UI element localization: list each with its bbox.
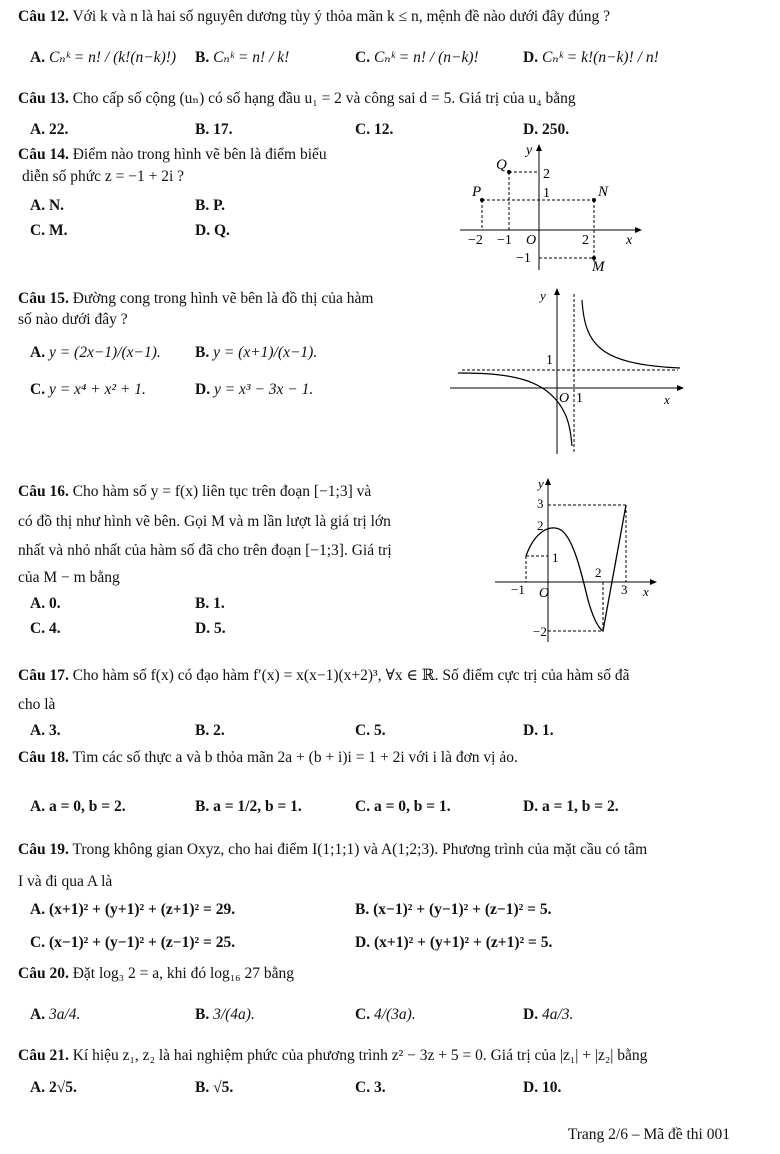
q15-formula-d: y = x³ − 3x − 1. [213, 381, 314, 398]
q14-tick-x2: 2 [582, 233, 589, 248]
q18-stem: Câu 18. Tìm các số thực a và b thỏa mãn 2a + (b + i)i = 1 + 2i với i là đơn vị ảo. [18, 749, 518, 766]
q14-x-label: x [626, 233, 633, 248]
q18-option-a[interactable]: A. a = 0, b = 2. [30, 798, 126, 815]
q15-option-c[interactable]: C. y = x⁴ + x² + 1. [30, 381, 146, 398]
q15-stem: Câu 15. Đường cong trong hình vẽ bên là đồ thị của hàm [18, 290, 374, 307]
q19-option-d[interactable]: D. (x+1)² + (y+1)² + (z+1)² = 5. [355, 934, 553, 951]
q19-option-a[interactable]: A. (x+1)² + (y+1)² + (z+1)² = 29. [30, 901, 236, 918]
q14-tick-xm1: −1 [497, 233, 512, 248]
q20-stem: Câu 20. Đặt log₃ 2 = a, khi đó log₁₆ 27 bằng [18, 965, 294, 982]
q12-option-d[interactable]: D. Cₙᵏ = k!(n−k)! / n! [523, 49, 659, 66]
q20-option-a[interactable]: A. 3a/4. [30, 1006, 81, 1023]
q14-point-q: Q [496, 157, 507, 173]
q16-tick-y3: 3 [537, 496, 544, 511]
q20-option-d[interactable]: D. 4a/3. [523, 1006, 574, 1023]
q14-stem: Câu 14. Điểm nào trong hình vẽ bên là điểm biểu [18, 146, 327, 163]
q20-option-b[interactable]: B. 3/(4a). [195, 1006, 255, 1023]
q19-stem-line2: I và đi qua A là [18, 873, 113, 890]
q20-formula-d: 4a/3. [541, 1006, 574, 1023]
q14-point-p: P [472, 184, 482, 200]
q15-formula-c: y = x⁴ + x² + 1. [48, 381, 146, 398]
q13-option-b[interactable]: B. 17. [195, 121, 233, 138]
q19-option-b[interactable]: B. (x−1)² + (y−1)² + (z−1)² = 5. [355, 901, 552, 918]
q15-label: Câu 15. [18, 290, 69, 307]
q15-option-a[interactable]: A. y = (2x−1)/(x−1). [30, 344, 161, 361]
q16-tick-y1: 1 [552, 550, 559, 565]
q16-option-c[interactable]: C. 4. [30, 620, 61, 637]
q17-label: Câu 17. [18, 667, 69, 684]
q15-origin-label: O [559, 391, 570, 406]
q12-formula-b: Cₙᵏ = n! / k! [213, 49, 290, 66]
q15-formula-a: y = (2x−1)/(x−1). [48, 344, 161, 361]
q12-option-b[interactable]: B. Cₙᵏ = n! / k! [195, 49, 290, 66]
q15-graph [450, 286, 690, 456]
q13-option-c[interactable]: C. 12. [355, 121, 394, 138]
q16-tick-x2: 2 [595, 565, 602, 580]
q20-formula-a: 3a/4. [48, 1006, 81, 1023]
page-footer: Trang 2/6 – Mã đề thi 001 [567, 1126, 730, 1143]
q20-option-c[interactable]: C. 4/(3a). [355, 1006, 416, 1023]
q16-option-a[interactable]: A. 0. [30, 595, 61, 612]
q16-label: Câu 16. [18, 483, 69, 500]
q12-formula-d: Cₙᵏ = k!(n−k)! / n! [541, 49, 659, 66]
q16-option-d[interactable]: D. 5. [195, 620, 226, 637]
q14-tick-y2: 2 [543, 167, 550, 182]
q15-option-d[interactable]: D. y = x³ − 3x − 1. [195, 381, 314, 398]
q15-tick-y1: 1 [546, 353, 553, 368]
q12-stem [18, 7, 610, 27]
q19-label: Câu 19. [18, 841, 69, 858]
q17-option-d[interactable]: D. 1. [523, 722, 554, 739]
q16-tick-xm1: −1 [511, 582, 525, 597]
q14-option-b[interactable]: B. P. [195, 197, 226, 214]
q12-option-a[interactable]: A. Cₙᵏ = n! / (k!(n−k)!) [30, 49, 177, 66]
q16-tick-ym2: −2 [533, 624, 547, 639]
q14-option-a[interactable]: A. N. [30, 197, 65, 214]
q16-stem-line2: có đồ thị như hình vẽ bên. Gọi M và m lần lượt là giá trị lớn [18, 513, 391, 530]
q14-stem-line2: diễn số phức z = −1 + 2i ? [22, 168, 185, 185]
q17-stem: Câu 17. Cho hàm số f(x) có đạo hàm f′(x) = x(x−1)(x+2)³, ∀x ∈ ℝ. Số điểm cực trị của hàm số đã [18, 667, 630, 684]
q12-formula-c: Cₙᵏ = n! / (n−k)! [373, 49, 479, 66]
q20-label: Câu 20. [18, 965, 69, 982]
q13-label: Câu 13. [18, 90, 69, 107]
q12-label: Câu 12. [18, 8, 69, 25]
q16-x-label: x [643, 584, 649, 599]
q20-formula-c: 4/(3a). [373, 1006, 416, 1023]
q13-text: Cho cấp số cộng (uₙ) có số hạng đầu u₁ = 2 và công sai d = 5. Giá trị của u₄ bằng [72, 90, 576, 107]
q14-tick-ym1: −1 [516, 251, 531, 266]
q12-text: Với k và n là hai số nguyên dương tùy ý thỏa mãn k ≤ n, mệnh đề nào dưới đây đúng ? [72, 8, 611, 25]
q13-option-a[interactable]: A. 22. [30, 121, 69, 138]
q14-point-m: M [592, 259, 605, 272]
q20-formula-b: 3/(4a). [213, 1006, 255, 1023]
q16-stem: Câu 16. Cho hàm số y = f(x) liên tục trên đoạn [−1;3] và [18, 483, 372, 500]
q16-tick-y2: 2 [537, 518, 544, 533]
q15-formula-b: y = (x+1)/(x−1). [213, 344, 318, 361]
q14-graph [460, 142, 650, 272]
q16-y-label: y [538, 476, 544, 491]
q15-stem-line2: số nào dưới đây ? [18, 311, 128, 328]
q14-origin-label: O [526, 233, 537, 248]
q18-option-c[interactable]: C. a = 0, b = 1. [355, 798, 451, 815]
q15-x-label: x [664, 392, 670, 407]
q15-y-label: y [540, 288, 546, 303]
q14-tick-y1: 1 [543, 186, 550, 201]
q18-option-d[interactable]: D. a = 1, b = 2. [523, 798, 619, 815]
q16-origin-label: O [539, 586, 550, 601]
q14-point-n: N [598, 184, 609, 200]
q14-tick-xm2: −2 [468, 233, 483, 248]
q14-option-d[interactable]: D. Q. [195, 222, 230, 239]
q15-tick-x1: 1 [576, 391, 583, 406]
q12-formula-a: Cₙᵏ = n! / (k!(n−k)!) [48, 49, 177, 66]
q14-y-label: y [526, 143, 533, 158]
q17-option-c[interactable]: C. 5. [355, 722, 386, 739]
q14-option-c[interactable]: C. M. [30, 222, 68, 239]
q21-label: Câu 21. [18, 1047, 69, 1064]
q21-option-a[interactable]: A. 2√5. [30, 1079, 77, 1096]
q19-option-c[interactable]: C. (x−1)² + (y−1)² + (z−1)² = 25. [30, 934, 236, 951]
q21-option-c[interactable]: C. 3. [355, 1079, 386, 1096]
q17-stem-line2: cho là [18, 696, 56, 713]
q21-option-d[interactable]: D. 10. [523, 1079, 562, 1096]
q18-option-b[interactable]: B. a = 1/2, b = 1. [195, 798, 302, 815]
q12-option-c[interactable]: C. Cₙᵏ = n! / (n−k)! [355, 49, 479, 66]
q21-option-b[interactable]: B. √5. [195, 1079, 234, 1096]
q17-option-b[interactable]: B. 2. [195, 722, 225, 739]
q16-stem-line4: của M − m bằng [18, 569, 120, 586]
q16-stem-line3: nhất và nhỏ nhất của hàm số đã cho trên đoạn [−1;3]. Giá trị [18, 542, 392, 559]
q14-label: Câu 14. [18, 146, 69, 163]
q21-stem: Câu 21. Kí hiệu z₁, z₂ là hai nghiệm phức của phương trình z² − 3z + 5 = 0. Giá trị của |z₁| + |z₂| bằng [18, 1047, 648, 1064]
q18-label: Câu 18. [18, 749, 69, 766]
q16-option-b[interactable]: B. 1. [195, 595, 225, 612]
q16-graph [495, 476, 675, 646]
q15-option-b[interactable]: B. y = (x+1)/(x−1). [195, 344, 318, 361]
q13-option-d[interactable]: D. 250. [523, 121, 570, 138]
q19-stem: Câu 19. Trong không gian Oxyz, cho hai điểm I(1;1;1) và A(1;2;3). Phương trình của mặt cầu có tâm [18, 841, 648, 858]
q17-option-a[interactable]: A. 3. [30, 722, 61, 739]
q13-stem [18, 89, 576, 109]
q16-tick-x3: 3 [621, 582, 628, 597]
